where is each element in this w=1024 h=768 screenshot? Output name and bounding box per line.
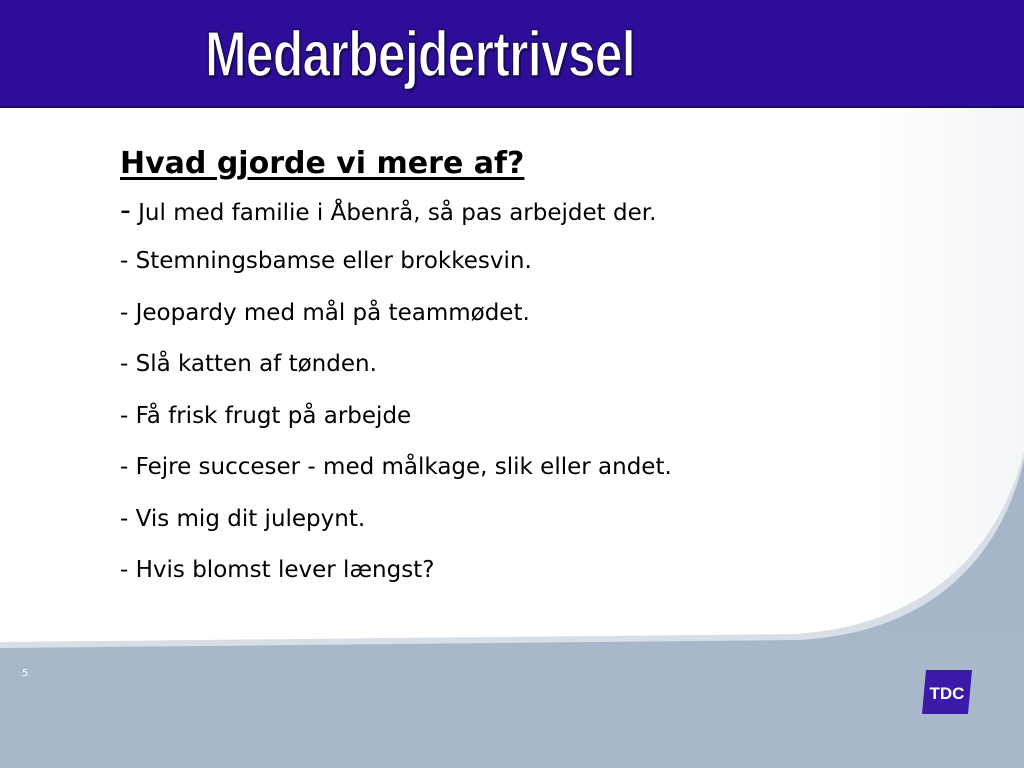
- content-area: [120, 140, 920, 597]
- list-item: [120, 188, 920, 236]
- list-item: - Slå katten af tønden.: [120, 351, 377, 377]
- header-bar: [0, 0, 1024, 108]
- section-heading: Hvad gjorde vi mere af?: [120, 146, 525, 181]
- list-item: - Hvis blomst lever længst?: [120, 557, 435, 583]
- tdc-logo-icon: [920, 668, 974, 716]
- list-dash: -: [120, 193, 131, 228]
- list-item-text: Jul med familie i Åbenrå, så pas arbejdet der.: [130, 200, 657, 226]
- list-item: - Jeopardy med mål på teammødet.: [120, 299, 530, 326]
- page-number: 5: [22, 668, 29, 679]
- slide-title: Medarbejdertrivsel: [205, 18, 635, 90]
- list-item: - Vis mig dit julepynt.: [120, 505, 366, 532]
- logo-text: TDC: [929, 684, 965, 703]
- bullet-list: [120, 188, 920, 597]
- list-item: - Stemningsbamse eller brokkesvin.: [120, 248, 532, 274]
- list-item: - Få frisk frugt på arbejde: [120, 402, 412, 429]
- list-item: - Fejre succeser - med målkage, slik eller andet.: [120, 454, 672, 480]
